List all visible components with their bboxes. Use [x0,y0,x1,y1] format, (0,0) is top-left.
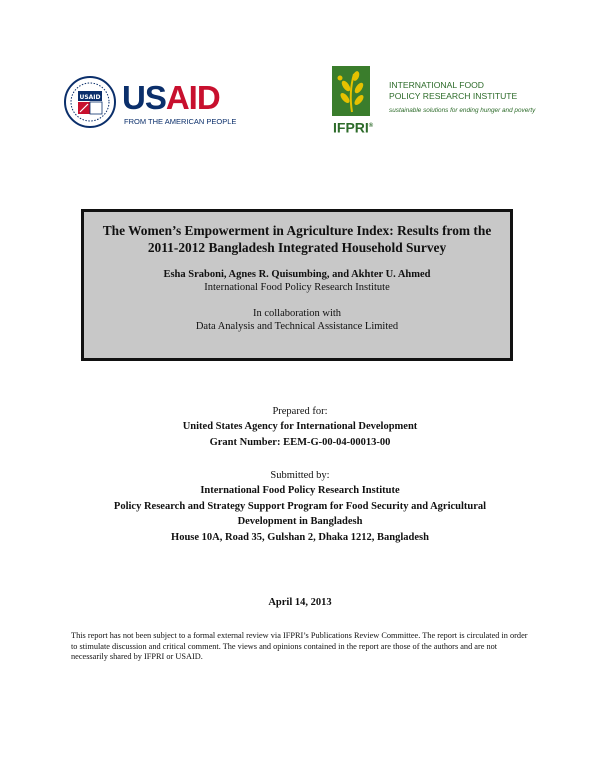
collaboration-partner: Data Analysis and Technical Assistance Limited [195,321,399,332]
ifpri-name-line2: POLICY RESEARCH INSTITUTE [389,91,518,101]
ifpri-name-line1: INTERNATIONAL FOOD [389,80,485,90]
report-date: April 14, 2013 [268,597,332,608]
prepared-for-agency: United States Agency for International Development [182,421,418,433]
disclaimer: This report has not been subject to a formal external review via IFPRI’s Publications Review Committee. The report is circulated in order to stimulate discussion and critical comment. The views and opinions contained in the report are those of the authors and are not necessarily shared by IFPRI or USAID. [71,631,528,662]
ifpri-logo [332,66,547,138]
usaid-logo [64,76,244,138]
ifpri-wheat-icon [332,66,370,116]
author-institution: International Food Policy Research Institute [204,282,390,293]
ifpri-full-name [389,80,517,102]
prepared-for-label: Prepared for: [272,406,328,417]
grant-number: Grant Number: EEM-G-00-04-00013-00 [209,436,391,448]
usaid-aid: AID [165,79,220,116]
prepared-for-section [0,404,600,450]
title-box [81,209,513,361]
submitter-program-cont: Development in Bangladesh [237,516,363,528]
usaid-seal-icon [64,76,116,128]
submitter-program: Policy Research and Strategy Support Program for Food Security and Agricultural [113,500,487,512]
report-title: The Women’s Empowerment in Agriculture Index: Results from the 2011-2012 Bangladesh Integrated Household Survey [102,223,492,255]
seal-text: USAID [79,94,101,101]
submitted-by-section [0,468,600,545]
submitter-institution: International Food Policy Research Institute [200,485,400,497]
ifpri-tagline: sustainable solutions for ending hunger and poverty [389,107,536,114]
submitted-by-label: Submitted by: [270,470,330,481]
registered-mark: ® [368,123,374,129]
usaid-wordmark [122,80,220,116]
submitter-address: House 10A, Road 35, Gulshan 2, Dhaka 1212, Bangladesh [171,531,429,543]
collaboration-label: In collaboration with [252,308,342,319]
report-authors: Esha Sraboni, Agnes R. Quisumbing, and Akhter U. Ahmed [163,269,431,280]
usaid-tagline: FROM THE AMERICAN PEOPLE [124,117,237,126]
ifpri-acronym [333,118,373,136]
ifpri-acronym-text: IFPRI [333,119,369,136]
usaid-us: US [122,79,166,116]
